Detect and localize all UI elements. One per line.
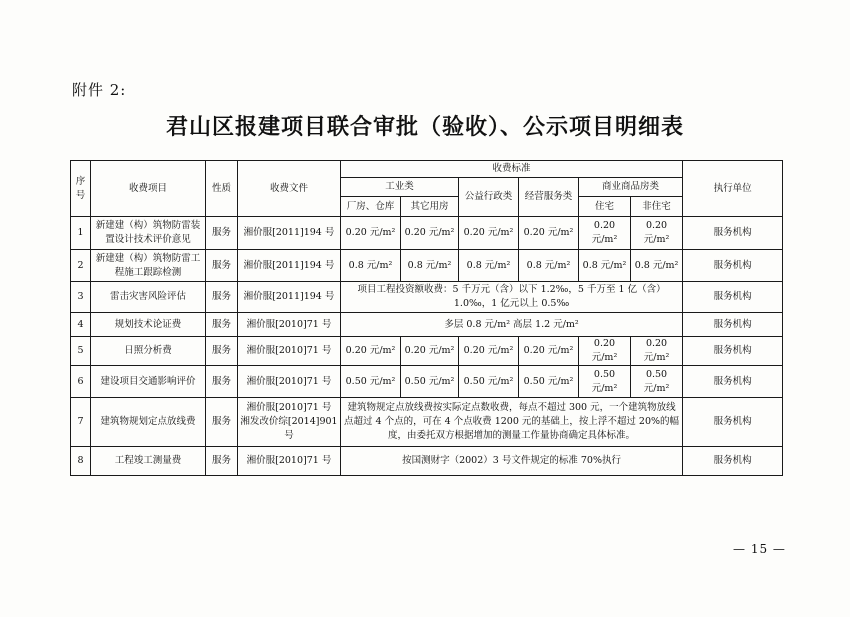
seq-cell: 1 xyxy=(71,217,91,250)
executor-cell: 服务机构 xyxy=(683,282,783,313)
nature-cell: 服务 xyxy=(206,447,238,476)
seq-cell: 2 xyxy=(71,250,91,282)
header-nature: 性质 xyxy=(206,161,238,217)
item-cell: 日照分析费 xyxy=(91,337,206,366)
table-row xyxy=(71,250,783,282)
table-row xyxy=(71,217,783,250)
seq-cell: 5 xyxy=(71,337,91,366)
fee-other-housing-cell: 0.8 元/m² xyxy=(401,250,459,282)
fee-business-service-cell: 0.8 元/m² xyxy=(519,250,579,282)
doc-cell: 湘价服[2011]194 号 xyxy=(238,250,341,282)
fee-other-housing-cell: 0.50 元/m² xyxy=(401,366,459,398)
header-business-service: 经营服务类 xyxy=(519,178,579,217)
header-non-residential: 非住宅 xyxy=(631,197,683,217)
executor-cell: 服务机构 xyxy=(683,366,783,398)
table-row xyxy=(71,313,783,337)
header-seq-bottom: 号 xyxy=(75,189,86,201)
header-seq-top: 序 xyxy=(75,175,86,187)
fee-plant-cell: 0.20 元/m² xyxy=(341,337,401,366)
fee-other-housing-cell: 0.20 元/m² xyxy=(401,217,459,250)
header-item: 收费项目 xyxy=(91,161,206,217)
fee-non-residential-cell: 0.50 元/m² xyxy=(631,366,683,398)
item-cell: 建筑物规划定点放线费 xyxy=(91,398,206,447)
doc-cell: 湘价服[2010]71 号 xyxy=(238,337,341,366)
header-residential: 住宅 xyxy=(579,197,631,217)
header-doc: 收费文件 xyxy=(238,161,341,217)
fee-business-service-cell: 0.20 元/m² xyxy=(519,337,579,366)
nature-cell: 服务 xyxy=(206,366,238,398)
fee-residential-cell: 0.20 元/m² xyxy=(579,337,631,366)
fee-residential-cell: 0.20 元/m² xyxy=(579,217,631,250)
item-cell: 规划技术论证费 xyxy=(91,313,206,337)
header-industrial: 工业类 xyxy=(341,178,459,197)
table-row xyxy=(71,398,783,447)
header-public-admin: 公益行政类 xyxy=(459,178,519,217)
header-other-housing: 其它用房 xyxy=(401,197,459,217)
header-row xyxy=(71,161,783,178)
fee-residential-cell: 0.50 元/m² xyxy=(579,366,631,398)
attachment-label: 附件 2: xyxy=(72,81,127,99)
executor-cell: 服务机构 xyxy=(683,337,783,366)
executor-cell: 服务机构 xyxy=(683,250,783,282)
fee-standard-text-cell: 多层 0.8 元/m² 高层 1.2 元/m² xyxy=(341,313,683,337)
fee-public-admin-cell: 0.20 元/m² xyxy=(459,337,519,366)
nature-cell: 服务 xyxy=(206,250,238,282)
fee-standard-text-cell: 建筑物规定点放线费按实际定点数收费，每点不超过 300 元，一个建筑物放线点超过 4 个点的，可在 4 个点收费 1200 元的基础上，按上浮不超过 20%的幅度，由委托双方根据增加的测量工作量协商确定具体标准。 xyxy=(341,398,683,447)
seq-cell: 8 xyxy=(71,447,91,476)
header-plant: 厂房、仓库 xyxy=(341,197,401,217)
fee-standard-text-cell: 按国测财字（2002）3 号文件规定的标准 70%执行 xyxy=(341,447,683,476)
fee-plant-cell: 0.20 元/m² xyxy=(341,217,401,250)
item-cell: 新建建（构）筑物防雷工程施工跟踪检测 xyxy=(91,250,206,282)
nature-cell: 服务 xyxy=(206,282,238,313)
nature-cell: 服务 xyxy=(206,217,238,250)
doc-line: 湘价服[2010]71 号 xyxy=(246,402,332,414)
doc-cell: 湘价服[2011]194 号 xyxy=(238,217,341,250)
nature-cell: 服务 xyxy=(206,313,238,337)
doc-cell: 湘价服[2010]71 号 xyxy=(238,366,341,398)
doc-line: 湘发改价综[2014]901 号 xyxy=(240,416,338,441)
nature-cell: 服务 xyxy=(206,337,238,366)
seq-cell: 6 xyxy=(71,366,91,398)
fee-public-admin-cell: 0.20 元/m² xyxy=(459,217,519,250)
doc-cell xyxy=(238,398,341,447)
item-cell: 雷击灾害风险评估 xyxy=(91,282,206,313)
fee-business-service-cell: 0.50 元/m² xyxy=(519,366,579,398)
doc-cell: 湘价服[2011]194 号 xyxy=(238,282,341,313)
executor-cell: 服务机构 xyxy=(683,447,783,476)
fee-business-service-cell: 0.20 元/m² xyxy=(519,217,579,250)
header-seq xyxy=(71,161,91,217)
item-cell: 建设项目交通影响评价 xyxy=(91,366,206,398)
header-executor: 执行单位 xyxy=(683,161,783,217)
header-commercial: 商业商品房类 xyxy=(579,178,683,197)
executor-cell: 服务机构 xyxy=(683,217,783,250)
fee-other-housing-cell: 0.20 元/m² xyxy=(401,337,459,366)
table-row xyxy=(71,337,783,366)
fee-plant-cell: 0.8 元/m² xyxy=(341,250,401,282)
item-cell: 工程竣工测量费 xyxy=(91,447,206,476)
item-cell: 新建建（构）筑物防雷装置设计技术评价意见 xyxy=(91,217,206,250)
doc-cell: 湘价服[2010]71 号 xyxy=(238,447,341,476)
executor-cell: 服务机构 xyxy=(683,398,783,447)
page-number: — 15 — xyxy=(733,542,786,556)
fee-table xyxy=(70,160,783,476)
executor-cell: 服务机构 xyxy=(683,313,783,337)
fee-non-residential-cell: 0.20 元/m² xyxy=(631,217,683,250)
table-row xyxy=(71,447,783,476)
header-standard: 收费标准 xyxy=(341,161,683,178)
fee-non-residential-cell: 0.8 元/m² xyxy=(631,250,683,282)
seq-cell: 4 xyxy=(71,313,91,337)
nature-cell: 服务 xyxy=(206,398,238,447)
fee-non-residential-cell: 0.20 元/m² xyxy=(631,337,683,366)
fee-plant-cell: 0.50 元/m² xyxy=(341,366,401,398)
table-row xyxy=(71,366,783,398)
fee-public-admin-cell: 0.8 元/m² xyxy=(459,250,519,282)
fee-residential-cell: 0.8 元/m² xyxy=(579,250,631,282)
seq-cell: 7 xyxy=(71,398,91,447)
table-row xyxy=(71,282,783,313)
page-title: 君山区报建项目联合审批（验收）、公示项目明细表 xyxy=(165,114,684,140)
fee-standard-text-cell: 项目工程投资额收费：5 千万元（含）以下 1.2‰，5 千万至 1 亿（含）1.0‰，1 亿元以上 0.5‰ xyxy=(341,282,683,313)
fee-public-admin-cell: 0.50 元/m² xyxy=(459,366,519,398)
seq-cell: 3 xyxy=(71,282,91,313)
doc-cell: 湘价服[2010]71 号 xyxy=(238,313,341,337)
